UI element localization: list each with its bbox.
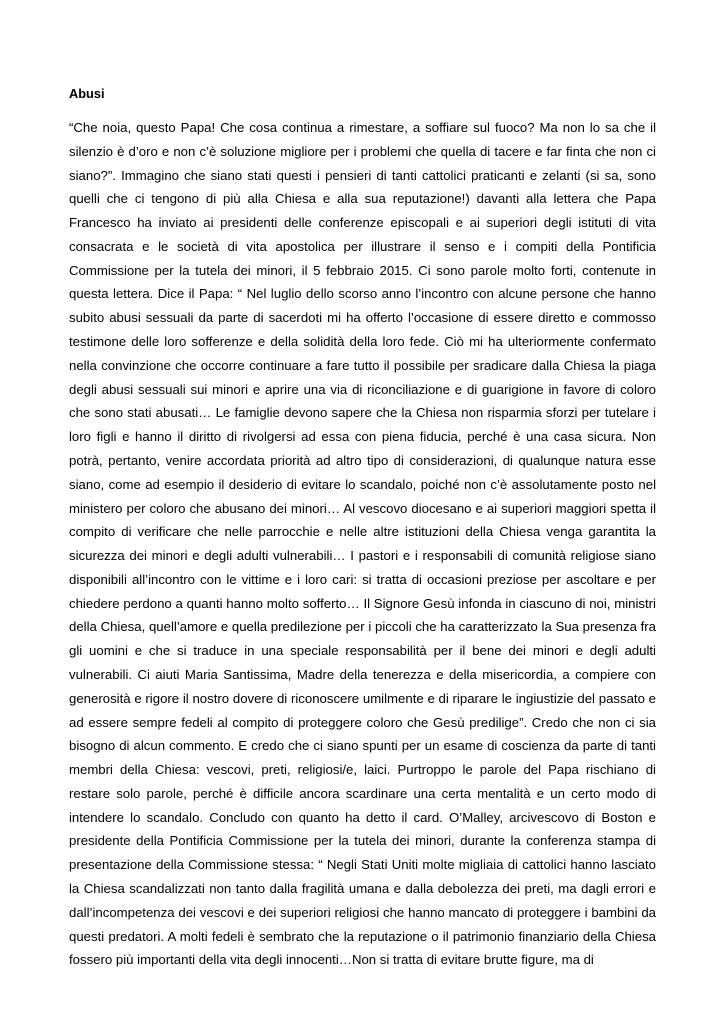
document-content [69, 84, 656, 972]
document-body: “Che noia, questo Papa! Che cosa continua a rimestare, a soffiare sul fuoco? Ma non lo sa che il silenzio è d’oro e non c’è soluzione migliore per i problemi che quella di tacere e far finta che non ci siano?”. Immagino che siano stati questi i pensieri di tanti cattolici praticanti e zelanti (si sa, sono quelli che ci tengono di più alla Chiesa e alla sua reputazione!) davanti alla lettera che Papa Francesco ha inviato ai presidenti delle conferenze episcopali e ai superiori degli istituti di vita consacrata e le società di vita apostolica per illustrare il senso e i compiti della Pontificia Commissione per la tutela dei minori, il 5 febbraio 2015. Ci sono parole molto forti, contenute in questa lettera. Dice il Papa: “ Nel luglio dello scorso anno l’incontro con alcune persone che hanno subito abusi sessuali da parte di sacerdoti mi ha offerto l’occasione di essere diretto e commosso testimone delle loro sofferenze e della solidità della loro fede. Ciò mi ha ulteriormente confermato nella convinzione che occorre continuare a fare tutto il possibile per sradicare dalla Chiesa la piaga degli abusi sessuali sui minori e aprire una via di riconciliazione e di guarigione in favore di coloro che sono stati abusati… Le famiglie devono sapere che la Chiesa non risparmia sforzi per tutelare i loro figli e hanno il diritto di rivolgersi ad essa con piena fiducia, perché è una casa sicura. Non potrà, pertanto, venire accordata priorità ad altro tipo di considerazioni, di qualunque natura esse siano, come ad esempio il desiderio di evitare lo scandalo, poiché non c’è assolutamente posto nel ministero per coloro che abusano dei minori… Al vescovo diocesano e ai superiori maggiori spetta il compito di verificare che nelle parrocchie e nelle altre istituzioni della Chiesa venga garantita la sicurezza dei minori e degli adulti vulnerabili… I pastori e i responsabili di comunità religiose siano disponibili all’incontro con le vittime e i loro cari: si tratta di occasioni preziose per ascoltare e per chiedere perdono a quanti hanno molto sofferto… Il Signore Gesù infonda in ciascuno di noi, ministri della Chiesa, quell’amore e quella predilezione per i piccoli che ha caratterizzato la Sua presenza fra gli uomini e che si traduce in una speciale responsabilità per il bene dei minori e degli adulti vulnerabili. Ci aiuti Maria Santissima, Madre della tenerezza e della misericordia, a compiere con generosità e rigore il nostro dovere di riconoscere umilmente e di riparare le ingiustizie del passato e ad essere sempre fedeli al compito di proteggere coloro che Gesù predilige”. Credo che non ci sia bisogno di alcun commento. E credo che ci siano spunti per un esame di coscienza da parte di tanti membri della Chiesa: vescovi, preti, religiosi/e, laici. Purtroppo le parole del Papa rischiano di restare solo parole, perché è difficile ancora scardinare una certa mentalità e un certo modo di intendere lo scandalo. Concludo con quanto ha detto il card. O’Malley, arcivescovo di Boston e presidente della Pontificia Commissione per la tutela dei minori, durante la conferenza stampa di presentazione della Commissione stessa: “ Negli Stati Uniti molte migliaia di cattolici hanno lasciato la Chiesa scandalizzati non tanto dalla fragilità umana e dalla debolezza dei preti, ma dagli errori e dall’incompetenza dei vescovi e dei superiori religiosi che hanno mancato di proteggere i bambini da questi predatori. A molti fedeli è sembrato che la reputazione o il patrimonio finanziario della Chiesa fossero più importanti della vita degli innocenti…Non si tratta di evitare brutte figure, ma di [69, 120, 656, 968]
document-title: Abusi [69, 86, 105, 101]
